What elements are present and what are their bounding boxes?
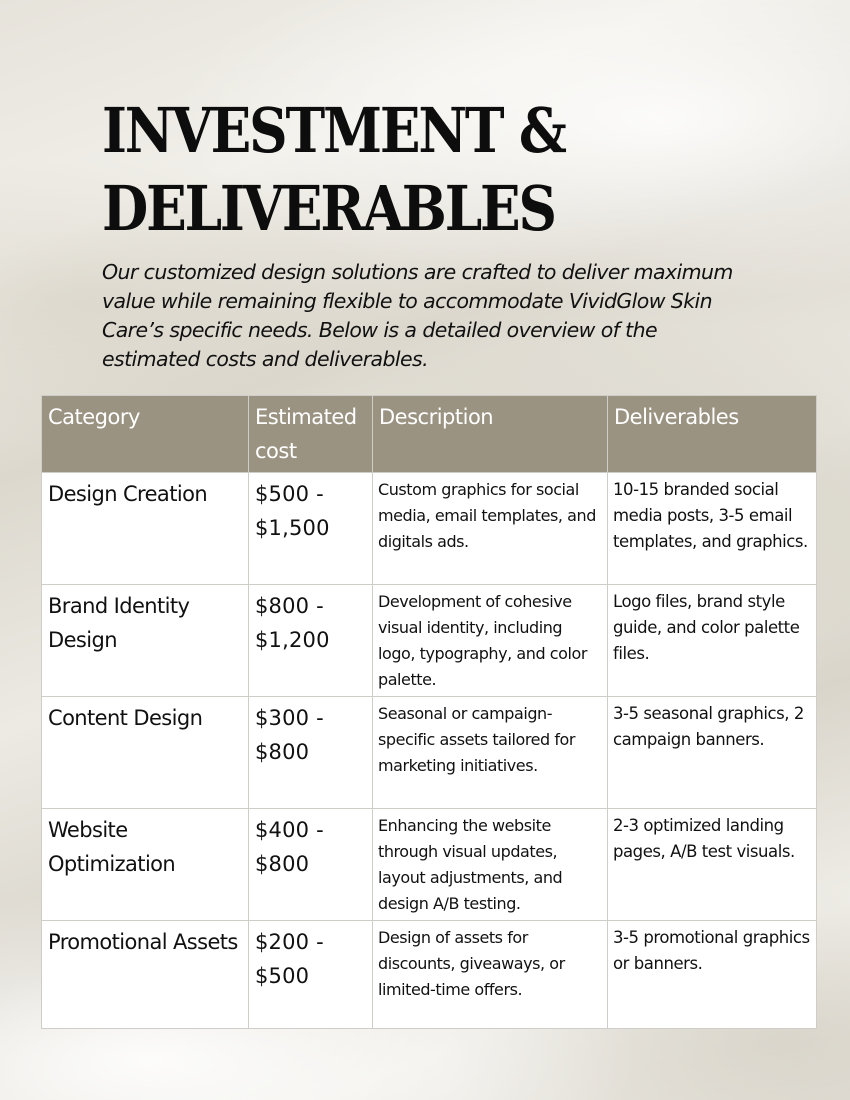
table-header — [42, 396, 817, 473]
category-cell: Content Design — [42, 697, 249, 809]
cost-cell: $800 - $1,200 — [249, 585, 373, 697]
page-title-line-2: DELIVERABLES — [102, 172, 555, 245]
table-row — [42, 473, 817, 585]
page-title — [102, 92, 704, 248]
table-row — [42, 585, 817, 697]
page-title-line-1: INVESTMENT & — [102, 94, 565, 167]
description-cell: Design of assets for discounts, giveaways, or limited-time offers. — [373, 921, 608, 1029]
deliverables-cell: 3-5 promotional graphics or banners. — [608, 921, 817, 1029]
category-cell: Promotional Assets — [42, 921, 249, 1029]
header-deliverables: Deliverables — [608, 396, 817, 473]
table-body — [42, 473, 817, 1029]
cost-cell: $400 - $800 — [249, 809, 373, 921]
description-cell: Seasonal or campaign-specific assets tailored for marketing initiatives. — [373, 697, 608, 809]
pricing-table-container — [41, 395, 816, 1029]
category-cell: Brand Identity Design — [42, 585, 249, 697]
header-description: Description — [373, 396, 608, 473]
intro-paragraph: Our customized design solutions are crafted to deliver maximum value while remaining flexible to accommodate VividGlow Skin Care’s specific needs. Below is a detailed overview of the estimated costs and deliverables. — [102, 260, 733, 371]
header-estimated-cost: Estimated cost — [249, 396, 373, 473]
category-cell: Website Optimization — [42, 809, 249, 921]
deliverables-cell: 3-5 seasonal graphics, 2 campaign banners. — [608, 697, 817, 809]
deliverables-cell: Logo files, brand style guide, and color palette files. — [608, 585, 817, 697]
table-row — [42, 921, 817, 1029]
table-row — [42, 697, 817, 809]
cost-cell: $200 - $500 — [249, 921, 373, 1029]
header-category: Category — [42, 396, 249, 473]
deliverables-cell: 2-3 optimized landing pages, A/B test visuals. — [608, 809, 817, 921]
category-cell: Design Creation — [42, 473, 249, 585]
description-cell: Enhancing the website through visual updates, layout adjustments, and design A/B testing. — [373, 809, 608, 921]
deliverables-cell: 10-15 branded social media posts, 3-5 email templates, and graphics. — [608, 473, 817, 585]
description-cell: Custom graphics for social media, email templates, and digitals ads. — [373, 473, 608, 585]
pricing-table — [41, 395, 817, 1029]
table-header-row — [42, 396, 817, 473]
table-row — [42, 809, 817, 921]
cost-cell: $300 - $800 — [249, 697, 373, 809]
description-cell: Development of cohesive visual identity, including logo, typography, and color palette. — [373, 585, 608, 697]
cost-cell: $500 - $1,500 — [249, 473, 373, 585]
